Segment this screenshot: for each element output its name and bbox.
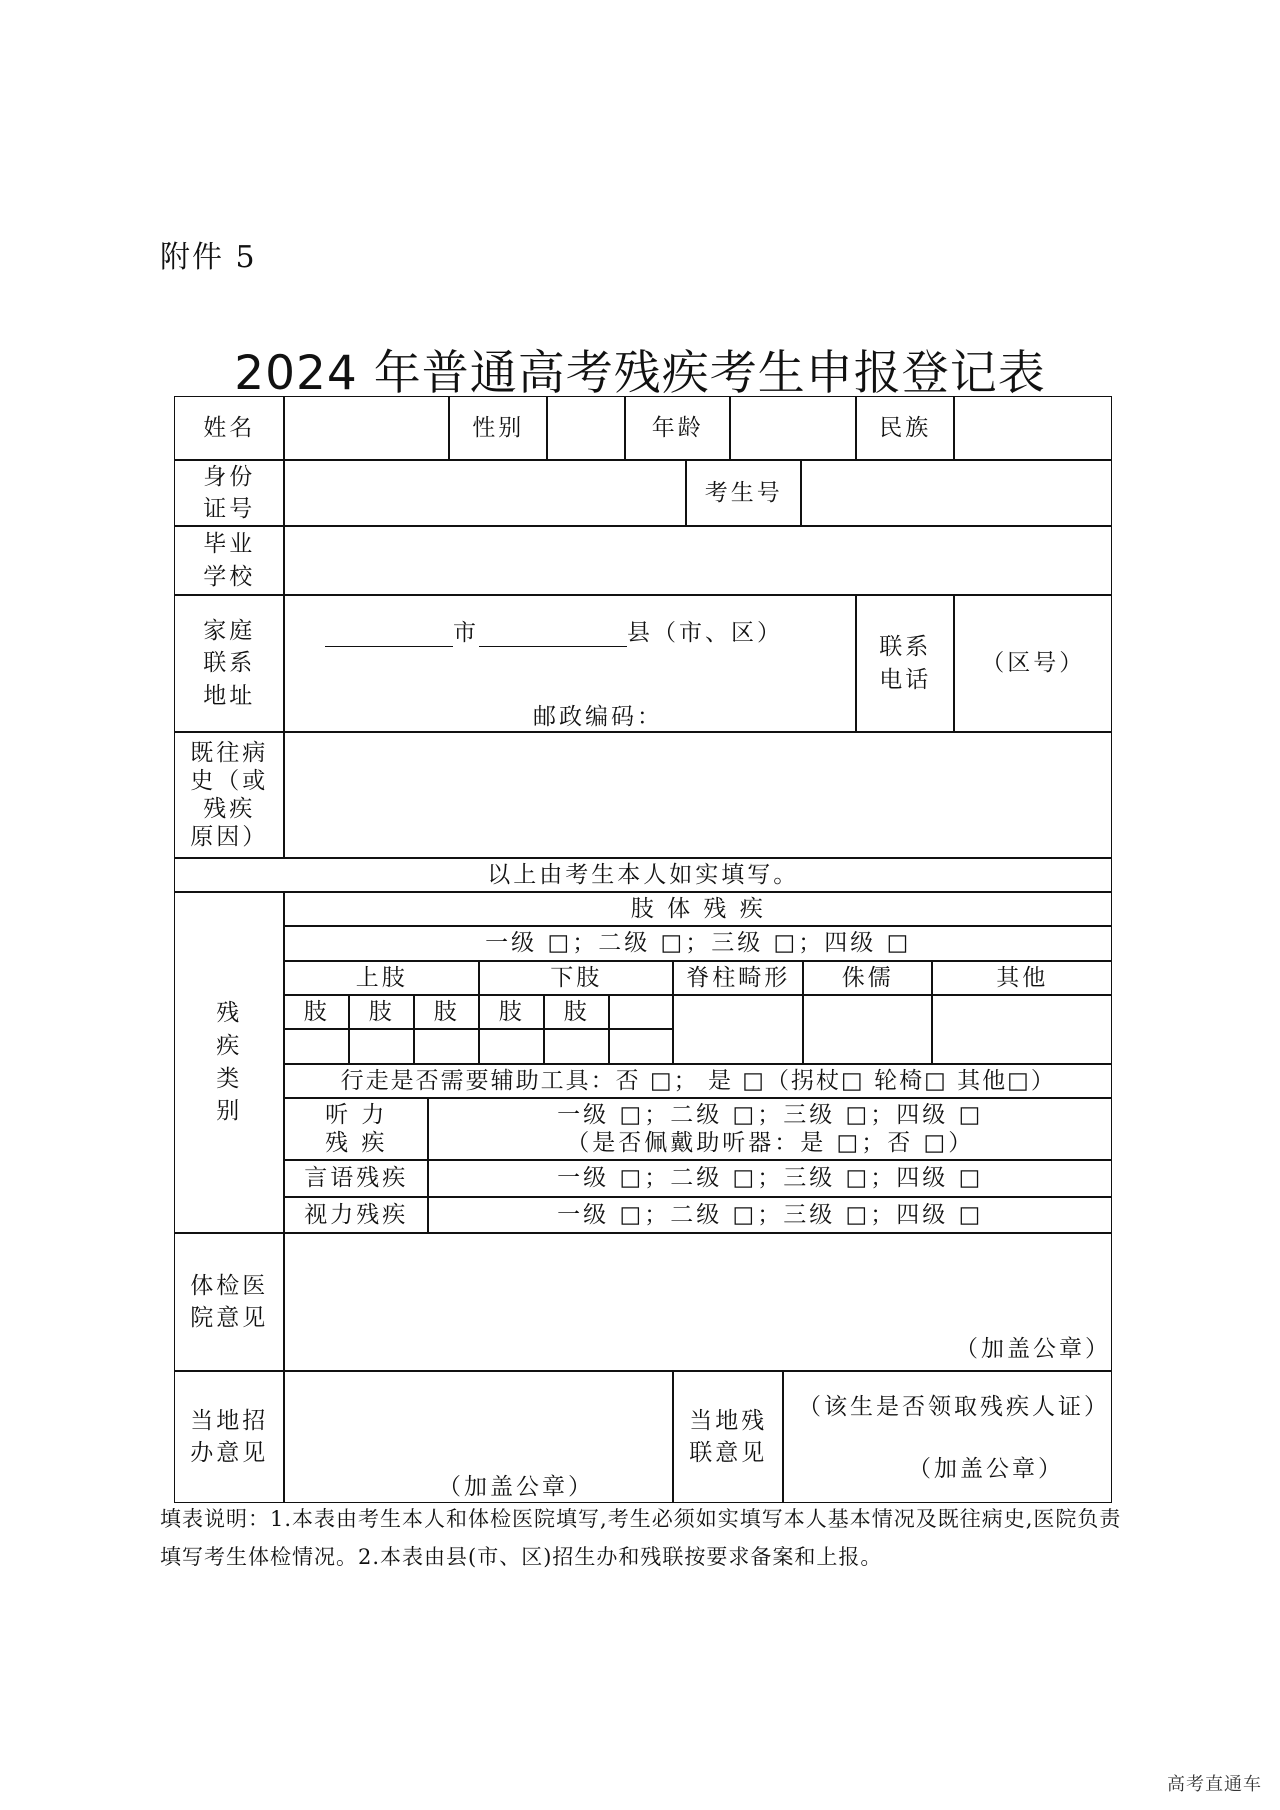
spine-deformity-label: 脊柱畸形	[673, 961, 803, 995]
dwarfism-field[interactable]	[803, 995, 932, 1064]
federation-label-line2: 联意见	[689, 1440, 768, 1467]
limb-cell-4[interactable]: 肢	[479, 995, 544, 1029]
hearing-options[interactable]	[428, 1098, 1112, 1160]
area-code-hint: （区号）	[981, 650, 1086, 677]
phone-label	[856, 595, 954, 732]
filling-instructions: 填表说明：1.本表由考生本人和体检医院填写,考生必须如实填写本人基本情况及既往病史,医院负责填写考生体检情况。2.本表由县(市、区)招生办和残联按要求备案和上报。	[160, 1507, 1122, 1569]
school-label-line2: 学校	[203, 563, 256, 590]
walking-aid-question[interactable]: 行走是否需要辅助工具：否 □； 是 □（拐杖□ 轮椅□ 其他□）	[284, 1064, 1112, 1098]
limb-entry-3[interactable]	[414, 1029, 479, 1064]
limb-entry-1[interactable]	[284, 1029, 349, 1064]
federation-seal-note: （加盖公章）	[908, 1456, 1064, 1482]
speech-grades[interactable]: 一级 □；二级 □；三级 □；四级 □	[428, 1160, 1112, 1197]
id-label-line1: 身份	[203, 463, 256, 490]
address-city-line	[325, 614, 783, 647]
vision-grades[interactable]: 一级 □；二级 □；三级 □；四级 □	[428, 1197, 1112, 1233]
upper-limb-label: 上肢	[284, 961, 479, 995]
limb-entry-5[interactable]	[544, 1029, 609, 1064]
disability-category-label	[174, 892, 284, 1233]
phone-label-line2: 电话	[879, 666, 932, 693]
spine-field[interactable]	[673, 995, 803, 1064]
exam-number-label: 考生号	[686, 460, 801, 526]
address-label	[174, 595, 284, 732]
age-label: 年龄	[625, 396, 730, 460]
hearing-label-line2: 残 疾	[325, 1130, 388, 1157]
local-label-line2: 办意见	[190, 1440, 269, 1467]
physical-grades[interactable]: 一级 □；二级 □；三级 □；四级 □	[284, 926, 1112, 961]
medical-history-field[interactable]	[284, 732, 1112, 858]
exam-number-field[interactable]	[801, 460, 1112, 526]
id-label-line2: 证号	[203, 496, 256, 523]
id-number-field[interactable]	[284, 460, 686, 526]
hearing-grades[interactable]: 一级 □；二级 □；三级 □；四级 □	[557, 1101, 984, 1128]
county-suffix: 县（市、区）	[627, 620, 783, 646]
phone-label-line1: 联系	[879, 634, 932, 661]
local-label-line1: 当地招	[190, 1407, 269, 1434]
phone-field[interactable]	[954, 595, 1112, 732]
hearing-aid-question[interactable]: （是否佩戴助听器：是 □；否 □）	[566, 1130, 975, 1157]
category-char-3: 类	[216, 1065, 243, 1092]
limb-cell-6[interactable]	[609, 995, 673, 1029]
hospital-label-line1: 体检医	[190, 1272, 269, 1299]
form-title: 2024 年普通高考残疾考生申报登记表	[234, 346, 1046, 401]
school-label	[174, 526, 284, 595]
history-label-line4: 原因）	[190, 824, 269, 851]
other-label: 其他	[932, 961, 1112, 995]
address-label-line3: 地址	[203, 683, 256, 710]
disability-federation-label	[673, 1371, 783, 1503]
county-blank[interactable]	[479, 622, 627, 647]
age-field[interactable]	[730, 396, 856, 460]
gender-label: 性别	[449, 396, 547, 460]
limb-cell-5[interactable]: 肢	[544, 995, 609, 1029]
watermark: 高考直通车	[1167, 1774, 1262, 1795]
attachment-label: 附件 5	[160, 240, 257, 275]
address-label-line2: 联系	[203, 650, 256, 677]
federation-label-line1: 当地残	[689, 1407, 768, 1434]
name-field[interactable]	[284, 396, 449, 460]
limb-cell-2[interactable]: 肢	[349, 995, 414, 1029]
hearing-disability-label	[284, 1098, 428, 1160]
school-field[interactable]	[284, 526, 1112, 595]
limb-entry-6[interactable]	[609, 1029, 673, 1064]
city-suffix: 市	[453, 620, 479, 646]
speech-disability-label: 言语残疾	[284, 1160, 428, 1197]
category-char-4: 别	[216, 1098, 243, 1125]
name-label: 姓名	[174, 396, 284, 460]
category-char-2: 疾	[216, 1033, 243, 1060]
postcode-label: 邮政编码：	[533, 704, 663, 730]
self-fill-note: 以上由考生本人如实填写。	[174, 858, 1112, 892]
hospital-label-line2: 院意见	[190, 1305, 269, 1332]
id-number-label	[174, 460, 284, 526]
limb-entry-2[interactable]	[349, 1029, 414, 1064]
physical-disability-heading: 肢 体 残 疾	[284, 892, 1112, 926]
limb-cell-1[interactable]: 肢	[284, 995, 349, 1029]
city-blank[interactable]	[325, 622, 453, 647]
gender-field[interactable]	[547, 396, 625, 460]
category-char-1: 残	[216, 1000, 243, 1027]
local-admissions-label	[174, 1371, 284, 1503]
limb-cell-3[interactable]: 肢	[414, 995, 479, 1029]
vision-disability-label: 视力残疾	[284, 1197, 428, 1233]
hearing-label-line1: 听 力	[325, 1101, 388, 1128]
hospital-opinion-label	[174, 1233, 284, 1371]
history-label-line3: 残疾	[203, 796, 256, 823]
dwarfism-label: 侏儒	[803, 961, 932, 995]
history-label-line2: 史（或	[190, 768, 269, 795]
lower-limb-label: 下肢	[479, 961, 673, 995]
ethnicity-label: 民族	[856, 396, 954, 460]
other-field[interactable]	[932, 995, 1112, 1064]
hospital-seal-note: （加盖公章）	[955, 1336, 1111, 1362]
history-label-line1: 既往病	[190, 740, 269, 767]
disability-cert-question: （该生是否领取残疾人证）	[798, 1394, 1110, 1420]
local-seal-note: （加盖公章）	[438, 1474, 594, 1500]
medical-history-label	[174, 732, 284, 858]
ethnicity-field[interactable]	[954, 396, 1112, 460]
limb-entry-4[interactable]	[479, 1029, 544, 1064]
address-label-line1: 家庭	[203, 617, 256, 644]
school-label-line1: 毕业	[203, 531, 256, 558]
